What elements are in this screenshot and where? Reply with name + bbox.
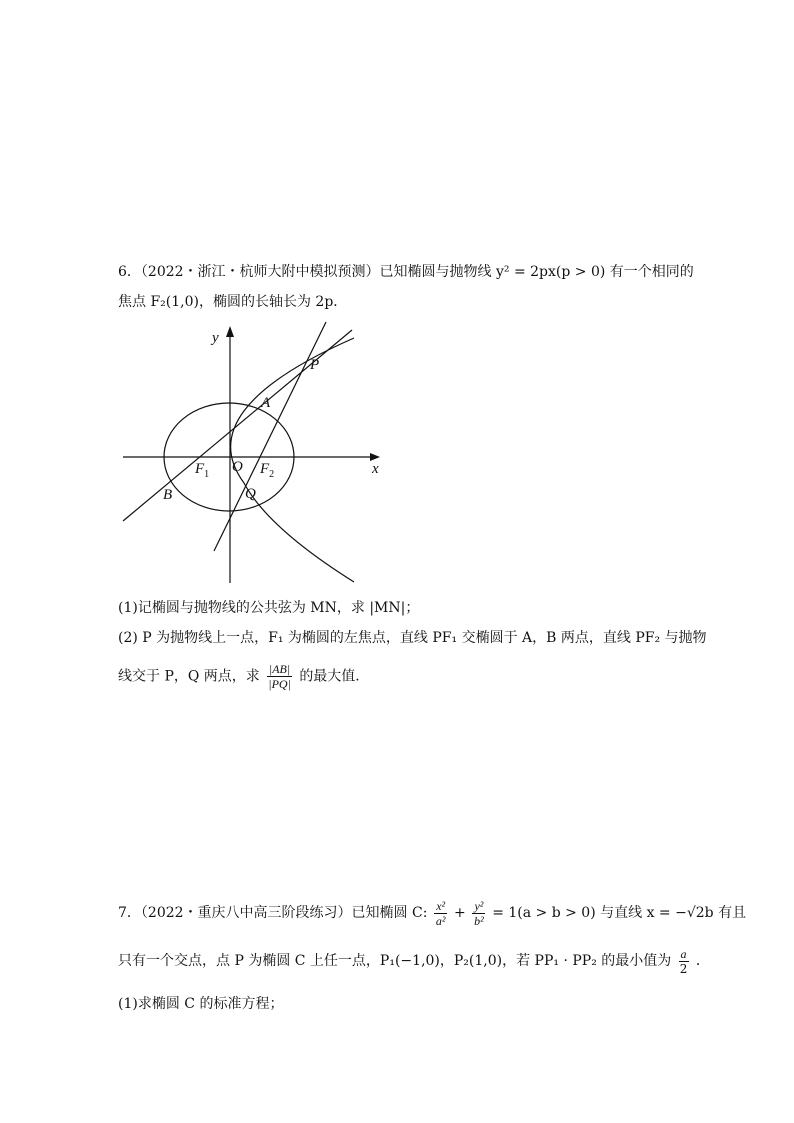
point-b-label: B xyxy=(163,487,173,503)
q6-stem-line1: 6．（2022・浙江・杭师大附中模拟预测）已知椭圆与抛物线 y² = 2px(p > 0) 有一个相同的 xyxy=(118,264,694,280)
q6-part1: (1)记椭圆与抛物线的公共弦为 MN，求 |MN|； xyxy=(118,600,420,616)
q6-part2-line1: (2) P 为抛物线上一点，F₁ 为椭圆的左焦点，直线 PF₁ 交椭圆于 A，B 两点，直线 PF₂ 与抛物 xyxy=(118,630,707,646)
plus-sign: + xyxy=(453,905,466,921)
fraction-denominator: 2 xyxy=(679,961,688,976)
fraction-denominator: a² xyxy=(435,913,446,928)
fraction-denominator: b² xyxy=(474,913,484,928)
q7-line1-post: = 1(a > b > 0) 与直线 x = −√2b 有且 xyxy=(492,905,747,921)
q7-stem-line2 xyxy=(118,946,710,976)
q7-fraction-x xyxy=(434,899,448,928)
q6-part2-line2-post: 的最大值． xyxy=(299,668,370,685)
point-q-label: Q xyxy=(245,486,256,502)
y-axis-arrow xyxy=(226,326,234,337)
q6-stem-line2: 焦点 F₂(1,0)，椭圆的长轴长为 2p． xyxy=(118,294,348,310)
f2-label: $F_2$ xyxy=(260,461,275,480)
q7-stem-line1 xyxy=(118,898,746,928)
q7-line2-pre: 只有一个交点，点 P 为椭圆 C 上任一点，P₁(−1,0)，P₂(1,0)，若 PP₁ · PP₂ 的最小值为 xyxy=(118,953,672,969)
fraction-numerator: |AB| xyxy=(268,662,291,676)
q6-ratio-fraction xyxy=(266,662,293,691)
y-axis-label: y xyxy=(212,330,219,346)
parabola xyxy=(231,338,354,582)
x-axis-label: x xyxy=(372,461,379,477)
q7-part1: (1)求椭圆 C 的标准方程； xyxy=(118,996,284,1012)
q7-fraction-y xyxy=(472,899,486,928)
origin-label: O xyxy=(232,459,243,475)
fraction-denominator: |PQ| xyxy=(268,677,291,691)
q7-line1-pre: 7．（2022・重庆八中高三阶段练习）已知椭圆 C: xyxy=(118,905,428,921)
q6-part2-line2 xyxy=(118,662,369,691)
q6-figure xyxy=(118,318,388,588)
f1-label: $F_1$ xyxy=(195,461,210,480)
fraction-numerator: a xyxy=(680,946,687,961)
point-p-label: P xyxy=(310,357,320,373)
x-axis-arrow xyxy=(370,453,380,461)
q6-part2-line2-pre: 线交于 P，Q 两点，求 xyxy=(118,668,260,685)
ellipse-parabola-diagram xyxy=(118,318,388,588)
point-a-label: A xyxy=(261,395,271,411)
q7-fraction-a-half xyxy=(678,947,690,976)
q7-line2-post: ． xyxy=(695,953,710,969)
fraction-numerator: x² xyxy=(436,898,446,913)
fraction-numerator: y² xyxy=(474,898,484,913)
